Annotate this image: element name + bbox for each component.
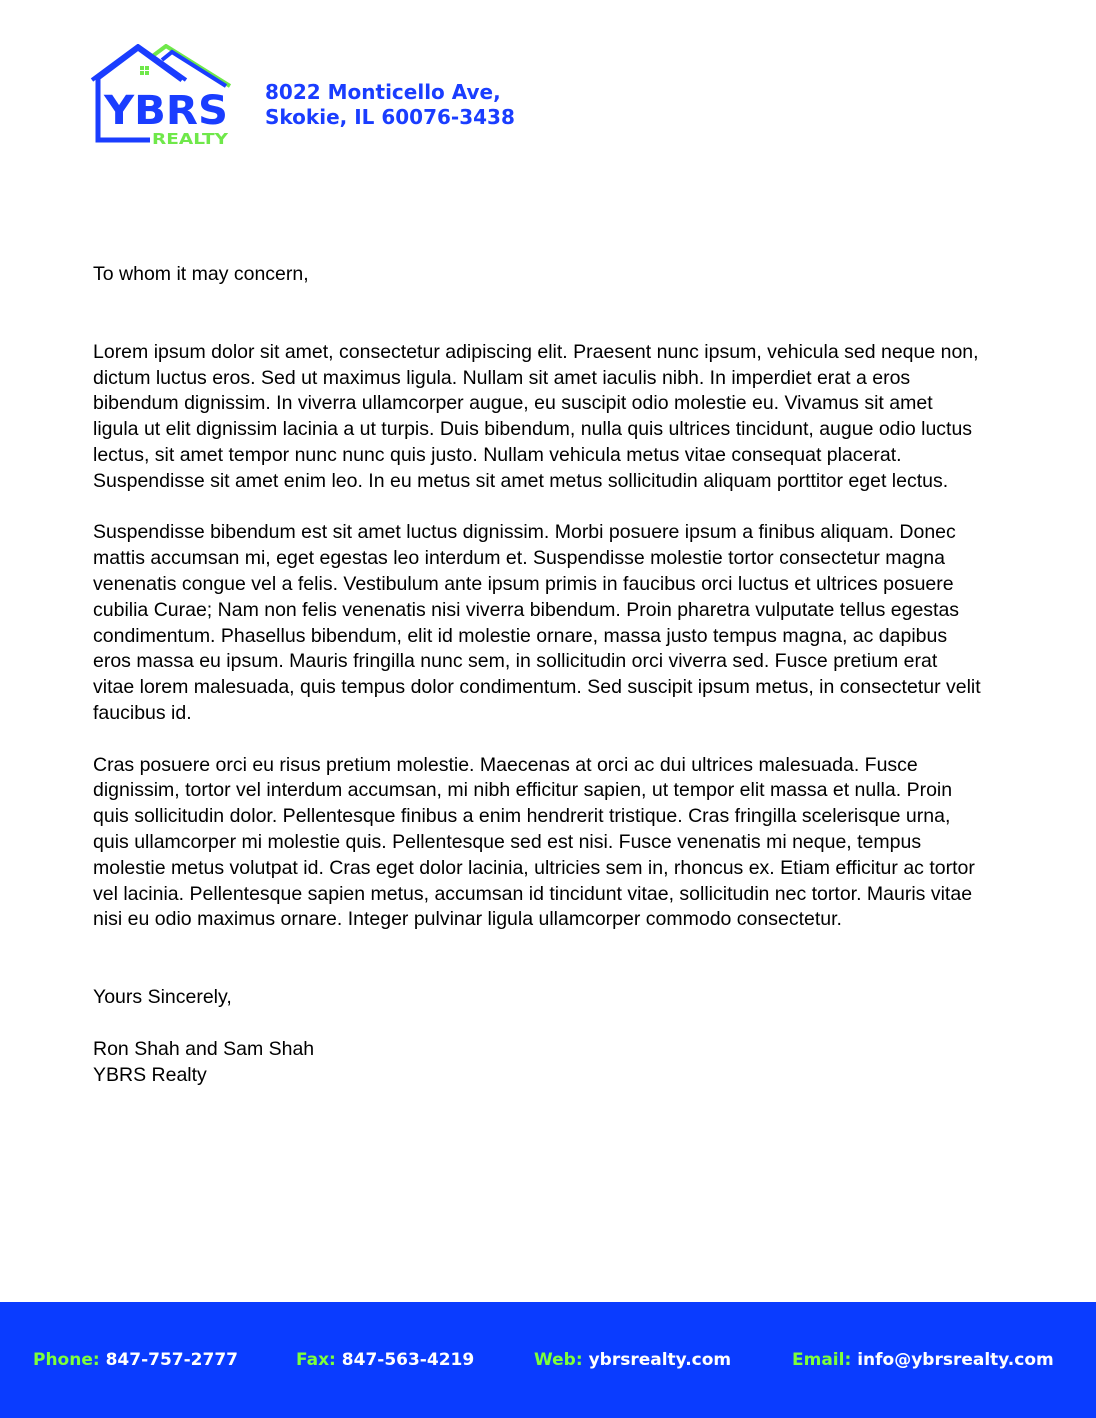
fax-label: Fax: (296, 1350, 336, 1370)
email-contact (792, 1350, 1054, 1370)
contact-footer (0, 1302, 1096, 1418)
letter-body (93, 262, 983, 1088)
salutation: To whom it may concern, (93, 263, 309, 285)
signature-company: YBRS Realty (93, 1063, 207, 1086)
ybrs-realty-logo (90, 44, 232, 148)
address-line-1: 8022 Monticello Ave, (265, 80, 501, 104)
phone-label: Phone: (33, 1350, 100, 1370)
paragraph-2: Suspendisse bibendum est sit amet luctus dignissim. Morbi posuere ipsum a finibus aliquam. Donec mattis accumsan mi, eget egestas leo interdum et. Suspendisse molestie tortor consectetur magna venenatis congue vel a felis. Vestibulum ante ipsum primis in faucibus orci luctus et ultrices posuere cubilia Curae; Nam non felis venenatis nisi viverra bibendum. Proin pharetra vulputate tellus egestas condimentum. Phasellus bibendum, elit id molestie ornare, massa justo tempus magna, ac dapibus eros massa eu ipsum. Mauris fringilla nunc sem, in sollicitudin orci viverra sed. Fusce pretium erat vitae lorem malesuada, quis tempus dolor condimentum. Sed suscipit ipsum metus, in consectetur velit faucibus id. (93, 521, 981, 724)
phone-value[interactable]: 847-757-2777 (105, 1350, 238, 1370)
web-contact (534, 1350, 731, 1370)
web-label: Web: (534, 1350, 583, 1370)
signature-name: Ron Shah and Sam Shah (93, 1037, 315, 1060)
fax-contact (296, 1350, 474, 1370)
company-address (265, 80, 515, 130)
fax-value: 847-563-4219 (341, 1350, 475, 1370)
email-link[interactable]: info@ybrsrealty.com (857, 1350, 1054, 1370)
paragraph-1: Lorem ipsum dolor sit amet, consectetur adipiscing elit. Praesent nunc ipsum, vehicula sed neque non, dictum luctus eros. Sed ut maximus ligula. Nullam sit amet iaculis nibh. In imperdiet erat a eros bibendum dignissim. In viverra ullamcorper augue, eu suscipit odio molestie eu. Vivamus sit amet ligula ut elit dignissim lacinia a ut turpis. Duis bibendum, nulla quis ultrices tincidunt, augue odio luctus lectus, sit amet tempor nunc nunc quis justo. Nullam vehicula metus vitae consequat placerat. Suspendisse sit amet enim leo. In eu metus sit amet metus sollicitudin aliquam porttitor eget lectus. (93, 340, 979, 492)
paragraph-3: Cras posuere orci eu risus pretium molestie. Maecenas at orci ac dui ultrices malesuada. Fusce dignissim, tortor vel interdum accumsan, mi nibh efficitur sapien, ut tempor elit massa et nulla. Proin quis sollicitudin dolor. Pellentesque finibus a enim hendrerit tristique. Cras fringilla scelerisque urna, quis ullamcorper mi molestie quis. Pellentesque sed est nisi. Fusce venenatis mi neque, tempus molestie metus volutpat id. Cras eget dolor lacinia, ultricies sem in, rhoncus ex. Etiam efficitur ac tortor vel lacinia. Pellentesque sapien metus, accumsan id tincidunt vitae, sollicitudin nec tortor. Mauris vitae nisi eu odio maximus ornare. Integer pulvinar ligula ullamcorper commodo consectetur. (93, 753, 975, 931)
email-label: Email: (792, 1350, 852, 1370)
web-link[interactable]: ybrsrealty.com (588, 1350, 732, 1370)
phone-contact (33, 1350, 238, 1370)
logo-subtext: REALTY (152, 130, 230, 148)
address-line-2: Skokie, IL 60076-3438 (265, 105, 515, 129)
logo-wordmark: YBRS (102, 88, 228, 134)
closing: Yours Sincerely, (93, 986, 232, 1009)
